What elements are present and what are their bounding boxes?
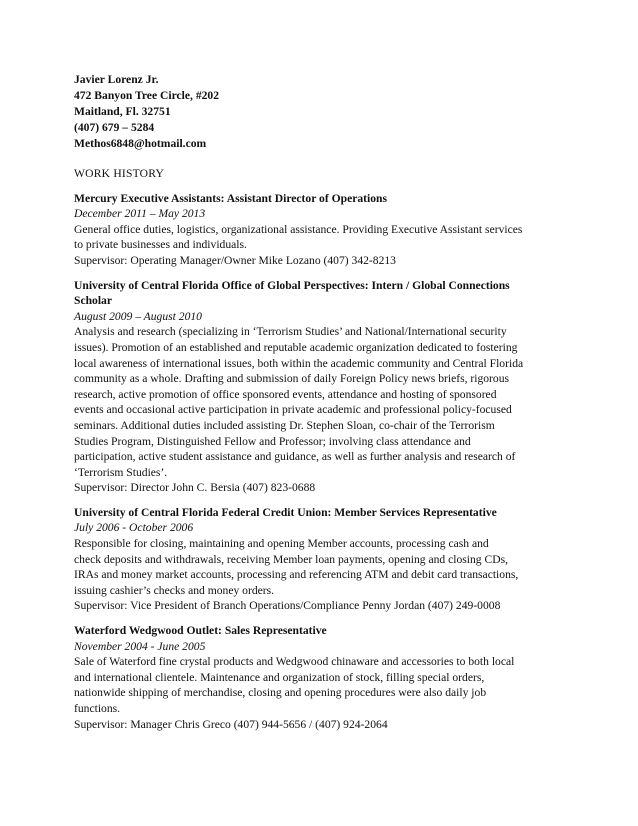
contact-name: Javier Lorenz Jr. — [74, 73, 159, 86]
job-description — [74, 654, 564, 732]
job-title-line: University of Central Florida Office of Global Perspectives: Intern / Global Connections — [74, 278, 510, 292]
job-description-line: community as a whole. Drafting and submission of daily Foreign Policy news briefs, rigorous — [74, 372, 510, 386]
job-description-line: participation, active student assistance and guidance, as well as further analysis and research of — [74, 450, 516, 464]
job-description-line: events and occasional active participation in private academic and professional policy-focused — [74, 403, 512, 417]
job-title — [74, 278, 564, 309]
job-description-line: local awareness of international issues, both within the academic community and Central Florida — [74, 356, 524, 370]
job-supervisor: Supervisor: Operating Manager/Owner Mike Lozano (407) 342-8213 — [74, 253, 396, 267]
job-description-line: research, active promotion of office sponsored events, attendance and hosting of sponsored — [74, 387, 497, 401]
job-description-line: issues). Promotion of an established and reputable academic organization dedicated to fostering — [74, 340, 518, 354]
job-description-line: to private businesses and individuals. — [74, 238, 247, 252]
job-description-line: check deposits and withdrawals, receiving Member loan payments, opening and closing CDs, — [74, 552, 509, 566]
job-supervisor: Supervisor: Vice President of Branch Operations/Compliance Penny Jordan (407) 249-0008 — [74, 599, 501, 613]
job-title: Waterford Wedgwood Outlet: Sales Representative — [74, 624, 327, 638]
job-description-line: and international clientele. Maintenance and organization of stock, filling special orders, — [74, 670, 485, 684]
job-description-line: functions. — [74, 702, 121, 715]
job-entry — [74, 623, 564, 732]
job-entry — [74, 505, 564, 614]
job-description — [74, 324, 564, 496]
contact-phone: (407) 679 – 5284 — [74, 121, 155, 134]
job-description-line: Responsible for closing, maintaining and opening Member accounts, processing cash and — [74, 537, 489, 551]
job-title: University of Central Florida Federal Credit Union: Member Services Representative — [74, 505, 497, 519]
resume-page — [74, 72, 564, 741]
section-title-work-history: WORK HISTORY — [74, 167, 165, 180]
job-description-line: General office duties, logistics, organizational assistance. Providing Executive Assistant services — [74, 222, 523, 236]
job-title: Mercury Executive Assistants: Assistant Director of Operations — [74, 191, 387, 205]
job-dates: December 2011 – May 2013 — [74, 207, 206, 221]
job-description-line: Studies Program, Distinguished Fellow and Professor; involving class attendance and — [74, 434, 471, 448]
job-description — [74, 222, 564, 269]
job-description-line: ‘Terrorism Studies’. — [74, 465, 168, 479]
job-description-line: Analysis and research (specializing in ‘Terrorism Studies’ and National/International security — [74, 325, 507, 339]
job-description-line: seminars. Additional duties included assisting Dr. Stephen Sloan, co-chair of the Terrorism — [74, 418, 495, 432]
contact-block — [74, 72, 564, 152]
contact-address: 472 Banyon Tree Circle, #202 — [74, 89, 220, 102]
job-description — [74, 536, 564, 614]
job-entry — [74, 278, 564, 496]
job-description-line: IRAs and money market accounts, processing and referencing ATM and debit card transactions, — [74, 568, 519, 582]
job-title-line: Scholar — [74, 294, 113, 308]
job-supervisor: Supervisor: Manager Chris Greco (407) 944-5656 / (407) 924-2064 — [74, 717, 388, 731]
job-dates: July 2006 - October 2006 — [74, 521, 194, 535]
job-supervisor: Supervisor: Director John C. Bersia (407) 823-0688 — [74, 481, 316, 495]
job-entry — [74, 191, 564, 269]
job-description-line: Sale of Waterford fine crystal products and Wedgwood chinaware and accessories to both local — [74, 655, 515, 669]
contact-email: Methos6848@hotmail.com — [74, 137, 207, 150]
job-description-line: issuing cashier’s checks and money orders. — [74, 583, 275, 597]
job-dates: August 2009 – August 2010 — [74, 309, 202, 323]
contact-city: Maitland, Fl. 32751 — [74, 105, 171, 118]
job-dates: November 2004 - June 2005 — [74, 639, 206, 653]
job-description-line: nationwide shipping of merchandise, closing and opening procedures were also daily job — [74, 686, 487, 700]
